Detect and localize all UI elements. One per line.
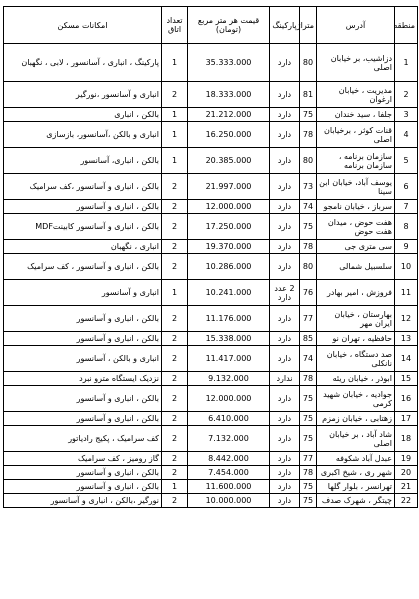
table-row xyxy=(4,306,418,332)
cell-amenities: انباری و آسانسور xyxy=(4,280,162,306)
header-price: قیمت هر متر مربع (تومان) xyxy=(188,7,270,44)
cell-rooms: 1 xyxy=(162,280,188,306)
cell-rooms: 2 xyxy=(162,332,188,346)
cell-parking: دارد xyxy=(270,254,300,280)
cell-amenities: بالکن ، انباری و آسانسور xyxy=(4,480,162,494)
cell-rooms: 2 xyxy=(162,426,188,452)
cell-rooms: 2 xyxy=(162,200,188,214)
cell-area: 75 xyxy=(300,214,317,240)
cell-parking: دارد xyxy=(270,452,300,466)
cell-address: جلفا ، سید خندان xyxy=(317,108,395,122)
cell-parking: دارد xyxy=(270,108,300,122)
cell-region: 1 xyxy=(395,44,418,82)
cell-address: مدیریت ، خیابان ارغوان xyxy=(317,82,395,108)
cell-price: 10.241.000 xyxy=(188,280,270,306)
table-row xyxy=(4,240,418,254)
cell-rooms: 1 xyxy=(162,44,188,82)
table-row xyxy=(4,466,418,480)
cell-region: 2 xyxy=(395,82,418,108)
header-parking: پارکینگ xyxy=(270,7,300,44)
cell-address: شهر ری ، شیخ اکبری xyxy=(317,466,395,480)
cell-rooms: 2 xyxy=(162,372,188,386)
cell-region: 7 xyxy=(395,200,418,214)
cell-area: 81 xyxy=(300,82,317,108)
cell-parking: دارد xyxy=(270,412,300,426)
cell-parking: دارد xyxy=(270,44,300,82)
cell-area: 73 xyxy=(300,174,317,200)
cell-address: حافظیه ، تهران نو xyxy=(317,332,395,346)
housing-table xyxy=(3,6,418,508)
cell-area: 74 xyxy=(300,200,317,214)
cell-area: 80 xyxy=(300,44,317,82)
cell-parking: دارد xyxy=(270,214,300,240)
cell-price: 8.442.000 xyxy=(188,452,270,466)
cell-area: 77 xyxy=(300,306,317,332)
cell-region: 6 xyxy=(395,174,418,200)
cell-amenities: بالکن ، انباری و آسانسور xyxy=(4,332,162,346)
cell-amenities: گاز رومیز ، کف سرامیک xyxy=(4,452,162,466)
table-row xyxy=(4,82,418,108)
cell-parking: دارد xyxy=(270,148,300,174)
cell-area: 80 xyxy=(300,254,317,280)
cell-region: 4 xyxy=(395,122,418,148)
cell-price: 7.132.000 xyxy=(188,426,270,452)
table-body xyxy=(4,44,418,508)
cell-amenities: بالکن ، انباری و آسانسور xyxy=(4,412,162,426)
cell-amenities: بالکن ، انباری و آسانسور xyxy=(4,466,162,480)
cell-price: 19.370.000 xyxy=(188,240,270,254)
cell-amenities: انباری و بالکن ،آسانسور، بازسازی xyxy=(4,122,162,148)
cell-price: 11.417.000 xyxy=(188,346,270,372)
cell-parking: دارد xyxy=(270,200,300,214)
cell-region: 20 xyxy=(395,466,418,480)
header-address: آدرس xyxy=(317,7,395,44)
cell-rooms: 2 xyxy=(162,214,188,240)
cell-region: 17 xyxy=(395,412,418,426)
cell-area: 85 xyxy=(300,332,317,346)
cell-address: ابوذر ، خیابان ریئه xyxy=(317,372,395,386)
cell-rooms: 2 xyxy=(162,452,188,466)
cell-region: 19 xyxy=(395,452,418,466)
cell-price: 10.000.000 xyxy=(188,494,270,508)
cell-price: 18.333.000 xyxy=(188,82,270,108)
cell-parking: 2 عدد دارد xyxy=(270,280,300,306)
cell-region: 21 xyxy=(395,480,418,494)
cell-rooms: 2 xyxy=(162,174,188,200)
table-row xyxy=(4,44,418,82)
cell-amenities: بالکن ، انباری و آسانسور xyxy=(4,200,162,214)
cell-price: 12.000.000 xyxy=(188,200,270,214)
cell-price: 10.286.000 xyxy=(188,254,270,280)
cell-price: 11.176.000 xyxy=(188,306,270,332)
cell-address: صد دستگاه ، خیابان نانکلی xyxy=(317,346,395,372)
header-region: منطقه xyxy=(395,7,418,44)
cell-address: عبدل آباد شکوفه xyxy=(317,452,395,466)
table-row xyxy=(4,148,418,174)
table-row xyxy=(4,494,418,508)
cell-rooms: 1 xyxy=(162,148,188,174)
cell-region: 18 xyxy=(395,426,418,452)
cell-parking: ندارد xyxy=(270,372,300,386)
cell-address: هفت حوض ، میدان هفت حوض xyxy=(317,214,395,240)
cell-price: 11.600.000 xyxy=(188,480,270,494)
cell-parking: دارد xyxy=(270,122,300,148)
cell-amenities: بالکن ، انباری و آسانسور xyxy=(4,306,162,332)
cell-parking: دارد xyxy=(270,306,300,332)
table-row xyxy=(4,174,418,200)
header-area: متراژ xyxy=(300,7,317,44)
cell-address: زهتابی ، خیابان زمزم xyxy=(317,412,395,426)
cell-amenities: انباری و بالکن ، آسانسور xyxy=(4,346,162,372)
cell-region: 3 xyxy=(395,108,418,122)
cell-parking: دارد xyxy=(270,240,300,254)
cell-area: 78 xyxy=(300,122,317,148)
header-row xyxy=(4,7,418,44)
cell-parking: دارد xyxy=(270,466,300,480)
cell-amenities: بالکن ، انباری، آسانسور xyxy=(4,148,162,174)
cell-amenities: نورگیر ،بالکن ، انباری و آسانسور xyxy=(4,494,162,508)
cell-price: 21.997.000 xyxy=(188,174,270,200)
cell-address: قنات کوثر ، برخیابان اصلی xyxy=(317,122,395,148)
cell-area: 75 xyxy=(300,426,317,452)
cell-parking: دارد xyxy=(270,174,300,200)
cell-address: بهارستان ، خیابان ایران مهر xyxy=(317,306,395,332)
cell-amenities: بالکن ، انباری و آسانسور کابینتMDF xyxy=(4,214,162,240)
cell-amenities: انباری و آسانسور ،نورگیر xyxy=(4,82,162,108)
table-row xyxy=(4,108,418,122)
cell-area: 75 xyxy=(300,108,317,122)
cell-address: شاد آباد ، بر خیابان اصلی xyxy=(317,426,395,452)
table-row xyxy=(4,412,418,426)
cell-parking: دارد xyxy=(270,332,300,346)
cell-rooms: 2 xyxy=(162,494,188,508)
cell-address: سلسبیل شمالی xyxy=(317,254,395,280)
table-row xyxy=(4,426,418,452)
table-row xyxy=(4,372,418,386)
cell-amenities: بالکن ، انباری و آسانسور xyxy=(4,386,162,412)
cell-address: چیتگر ، شهرک صدف xyxy=(317,494,395,508)
cell-rooms: 2 xyxy=(162,240,188,254)
table-row xyxy=(4,254,418,280)
header-amenities: امکانات مسکن xyxy=(4,7,162,44)
cell-price: 35.333.000 xyxy=(188,44,270,82)
cell-area: 75 xyxy=(300,494,317,508)
cell-parking: دارد xyxy=(270,426,300,452)
cell-rooms: 1 xyxy=(162,108,188,122)
cell-parking: دارد xyxy=(270,480,300,494)
cell-price: 20.385.000 xyxy=(188,148,270,174)
table-row xyxy=(4,346,418,372)
cell-parking: دارد xyxy=(270,494,300,508)
cell-price: 12.000.000 xyxy=(188,386,270,412)
cell-region: 5 xyxy=(395,148,418,174)
cell-area: 78 xyxy=(300,240,317,254)
cell-area: 78 xyxy=(300,466,317,480)
cell-rooms: 2 xyxy=(162,82,188,108)
cell-rooms: 2 xyxy=(162,254,188,280)
cell-parking: دارد xyxy=(270,82,300,108)
cell-address: سی متری جی xyxy=(317,240,395,254)
cell-area: 74 xyxy=(300,346,317,372)
cell-price: 17.250.000 xyxy=(188,214,270,240)
cell-area: 75 xyxy=(300,412,317,426)
header-rooms: تعداد اتاق xyxy=(162,7,188,44)
cell-address: دزاشیب، بر خیابان اصلی xyxy=(317,44,395,82)
table-row xyxy=(4,480,418,494)
cell-rooms: 2 xyxy=(162,466,188,480)
cell-region: 8 xyxy=(395,214,418,240)
cell-area: 78 xyxy=(300,372,317,386)
cell-amenities: پارکینگ ، انباری ، آسانسور ، لابی ، نگهبان xyxy=(4,44,162,82)
cell-area: 75 xyxy=(300,480,317,494)
cell-rooms: 2 xyxy=(162,306,188,332)
cell-area: 76 xyxy=(300,280,317,306)
cell-parking: دارد xyxy=(270,386,300,412)
table-row xyxy=(4,214,418,240)
cell-price: 15.338.000 xyxy=(188,332,270,346)
cell-address: سرباز ، خیابان نامجو xyxy=(317,200,395,214)
cell-rooms: 2 xyxy=(162,412,188,426)
table-row xyxy=(4,280,418,306)
cell-area: 77 xyxy=(300,452,317,466)
table-row xyxy=(4,200,418,214)
cell-rooms: 2 xyxy=(162,386,188,412)
table-row xyxy=(4,332,418,346)
cell-region: 13 xyxy=(395,332,418,346)
cell-amenities: بالکن ، انباری و آسانسور ،کف سرامیک xyxy=(4,174,162,200)
cell-region: 11 xyxy=(395,280,418,306)
cell-region: 16 xyxy=(395,386,418,412)
cell-region: 12 xyxy=(395,306,418,332)
cell-amenities: انباری ، نگهبان xyxy=(4,240,162,254)
cell-address: یوسف آباد، خیابان ابن سینا xyxy=(317,174,395,200)
cell-price: 7.454.000 xyxy=(188,466,270,480)
cell-area: 75 xyxy=(300,386,317,412)
cell-price: 9.132.000 xyxy=(188,372,270,386)
cell-amenities: کف سرامیک ، پکیج رادیاتور xyxy=(4,426,162,452)
cell-amenities: بالکن ، انباری و آسانسور ، کف سرامیک xyxy=(4,254,162,280)
cell-price: 16.250.000 xyxy=(188,122,270,148)
cell-address: فروزش ، امیر بهادر xyxy=(317,280,395,306)
cell-price: 6.410.000 xyxy=(188,412,270,426)
cell-parking: دارد xyxy=(270,346,300,372)
cell-address: سازمان برنامه ، سازمان برنامه xyxy=(317,148,395,174)
cell-area: 80 xyxy=(300,148,317,174)
cell-address: جوادیه ، خیابان شهید کرمی xyxy=(317,386,395,412)
cell-address: تهرانسر ، بلوار گلها xyxy=(317,480,395,494)
cell-region: 15 xyxy=(395,372,418,386)
cell-rooms: 1 xyxy=(162,122,188,148)
cell-region: 22 xyxy=(395,494,418,508)
cell-amenities: نزدیک ایستگاه مترو نبرد xyxy=(4,372,162,386)
cell-amenities: بالکن ، انباری xyxy=(4,108,162,122)
cell-price: 21.212.000 xyxy=(188,108,270,122)
cell-rooms: 2 xyxy=(162,346,188,372)
cell-region: 10 xyxy=(395,254,418,280)
table-row xyxy=(4,386,418,412)
cell-rooms: 1 xyxy=(162,480,188,494)
cell-region: 14 xyxy=(395,346,418,372)
table-row xyxy=(4,122,418,148)
cell-region: 9 xyxy=(395,240,418,254)
table-row xyxy=(4,452,418,466)
